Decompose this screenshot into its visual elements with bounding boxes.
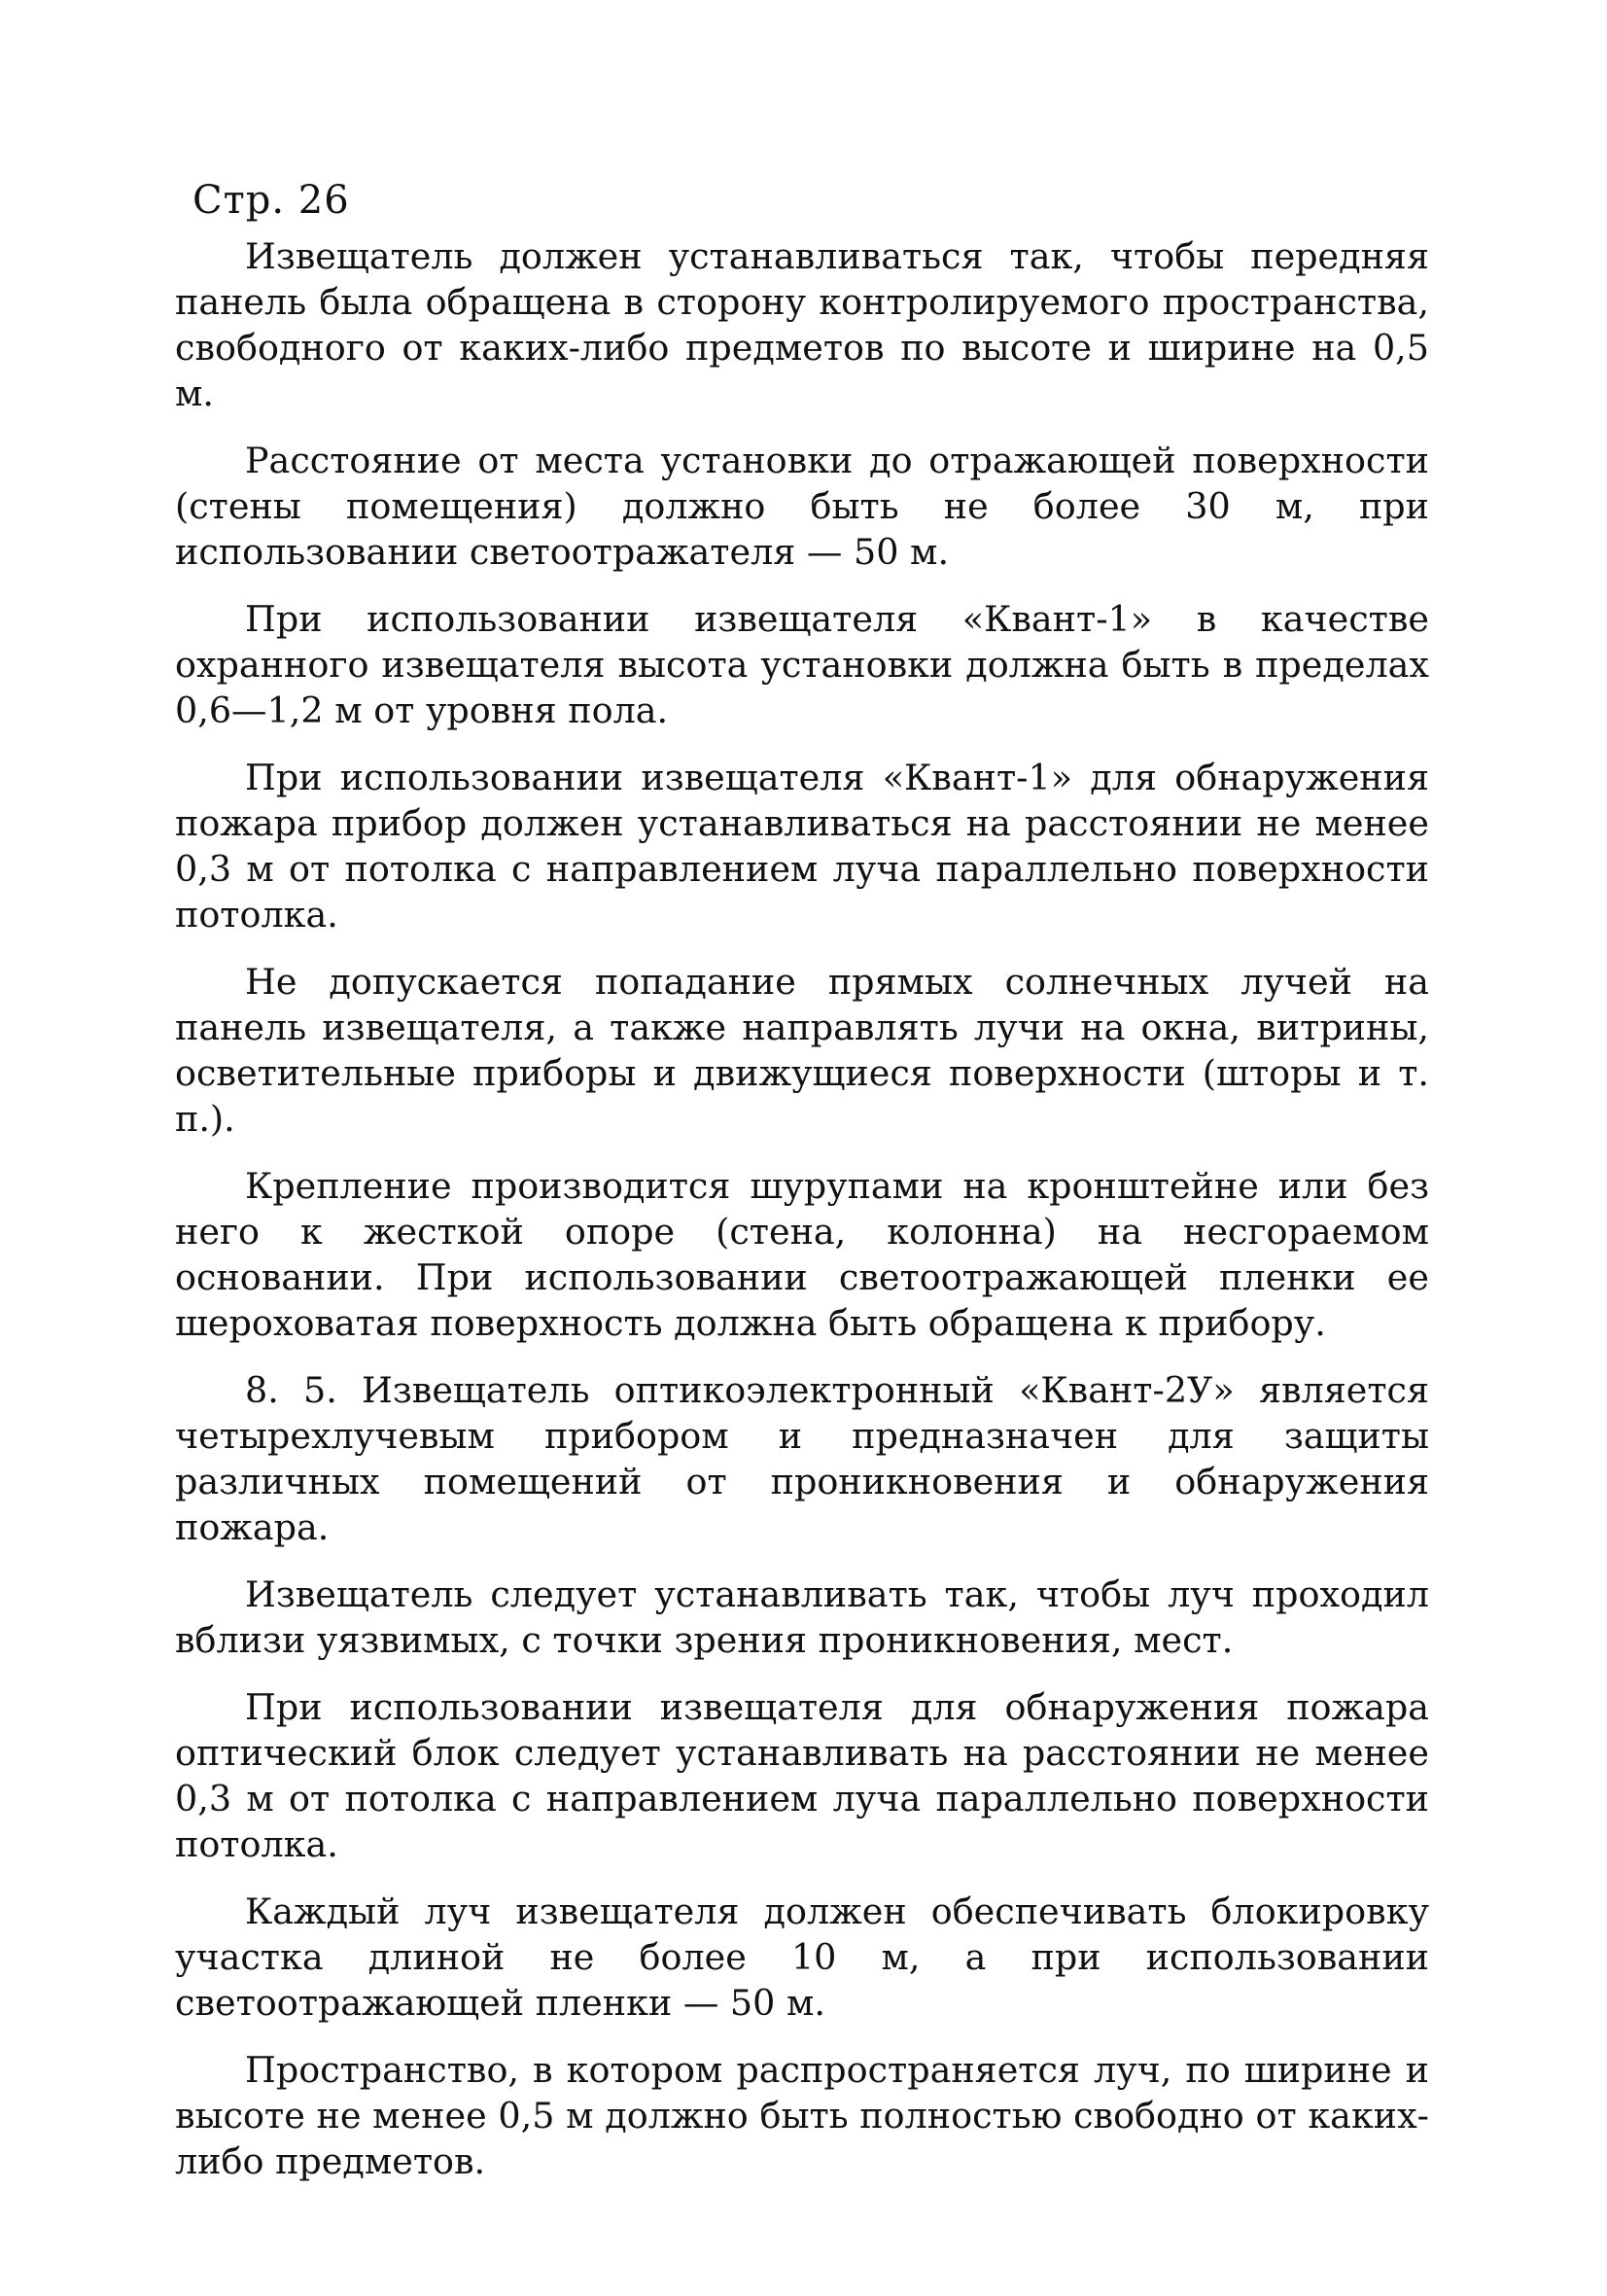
page-number: Стр. 26 bbox=[192, 178, 350, 223]
paragraph-kvant1-security-height: При использовании извещателя «Квант-1» в качестве охранного извещателя высота установки должна быть в пределах 0,6—1,2 м от уровня пола. bbox=[175, 598, 1429, 731]
paragraph-mounting: Крепление производится шурупами на кронштейне или без него к жесткой опоре (стена, колонна) на несгораемом основании. При использовании светоотражающей пленки ее шероховатая поверхность должна быть обращена к прибору. bbox=[175, 1165, 1429, 1344]
paragraph-fire-optical-block: При использовании извещателя для обнаружения пожара оптический блок следует устанавливать на расстоянии не менее 0,3 м от потолка с направлением луча параллельно поверхности потолка. bbox=[175, 1686, 1429, 1865]
paragraph-free-space: Пространство, в котором распространяется луч, по ширине и высоте не менее 0,5 м должно быть полностью свободно от каких-либо предметов. bbox=[175, 2049, 1429, 2182]
paragraph-section-8-5-kvant2u: 8. 5. Извещатель оптикоэлектронный «Квант-2У» является четырехлучевым прибором и предназначен для защиты различных помещений от проникновения и обнаружения пожара. bbox=[175, 1369, 1429, 1548]
body-text bbox=[175, 233, 1429, 2206]
paragraph-kvant1-fire-detection: При использовании извещателя «Квант-1» для обнаружения пожара прибор должен устанавливаться на расстоянии не менее 0,3 м от потолка с направлением луча параллельно поверхности потолка. bbox=[175, 757, 1429, 936]
paragraph-reflecting-surface-distance: Расстояние от места установки до отражающей поверхности (стены помещения) должно быть не более 30 м, при использовании светоотражателя — 50 м. bbox=[175, 440, 1429, 573]
paragraph-beam-coverage-length: Каждый луч извещателя должен обеспечивать блокировку участка длиной не более 10 м, а при использовании светоотражающей пленки — 50 м. bbox=[175, 1890, 1429, 2024]
paragraph-installation-orientation: Извещатель должен устанавливаться так, чтобы передняя панель была обращена в сторону контролируемого пространства, свободного от каких-либо предметов по высоте и ширине на 0,5 м. bbox=[175, 235, 1429, 414]
paragraph-sunlight-restriction: Не допускается попадание прямых солнечных лучей на панель извещателя, а также направлять лучи на окна, витрины, осветительные приборы и движущиеся поверхности (шторы и т. п.). bbox=[175, 961, 1429, 1140]
paragraph-beam-placement: Извещатель следует устанавливать так, чтобы луч проходил вблизи уязвимых, с точки зрения проникновения, мест. bbox=[175, 1573, 1429, 1661]
